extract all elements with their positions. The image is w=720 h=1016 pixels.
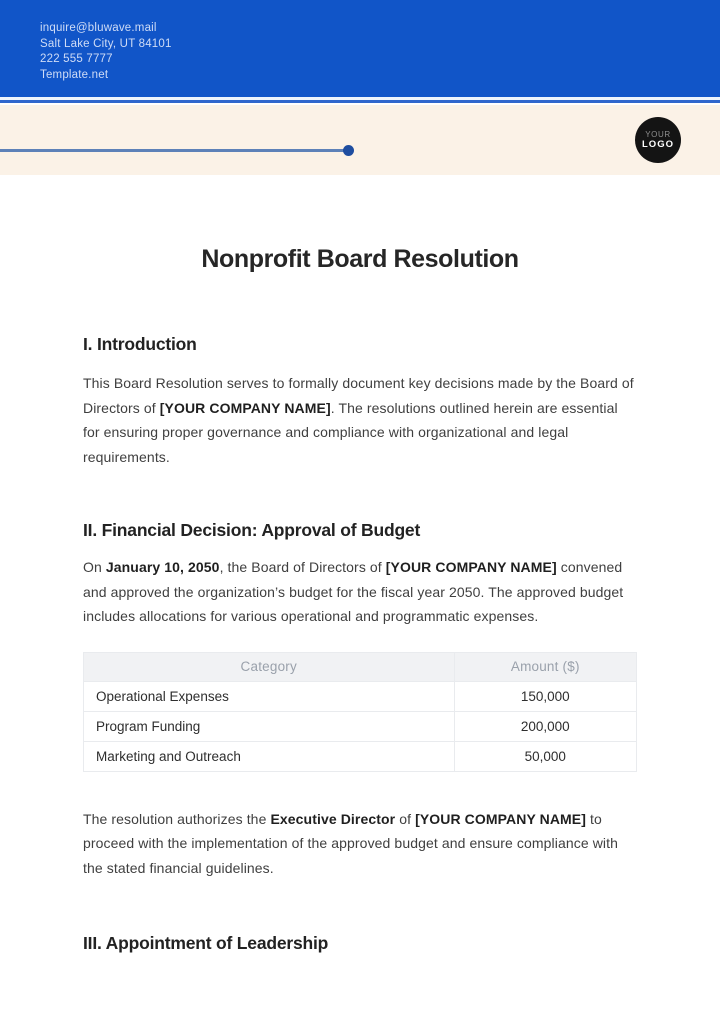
table-cell-amount: 200,000 [454,711,637,741]
letterhead [0,0,720,175]
section-heading-financial: II. Financial Decision: Approval of Budget [83,520,421,540]
table-header-amount: Amount ($) [454,652,637,681]
table-cell-category: Program Funding [84,711,455,741]
table-cell-amount: 50,000 [454,741,637,771]
contact-phone: 222 555 7777 [40,53,113,65]
authorization-paragraph: The resolution authorizes the Executive Director of [YOUR COMPANY NAME] to proceed with the implementation of the approved budget and ensure compliance with the stated financial guidelines. [83,810,618,876]
table-cell-amount: 150,000 [454,681,637,711]
intro-paragraph: This Board Resolution serves to formally document key decisions made by the Board of Directors of [YOUR COMPANY NAME]. The resolutions outlined herein are essential for ensuring proper governance and compliance with organizational and legal requirements. [83,375,634,465]
page-title: Nonprofit Board Resolution [201,245,519,273]
table-header-category: Category [84,652,455,681]
table-cell-category: Marketing and Outreach [84,741,455,771]
accent-line [0,149,346,152]
table-row [84,681,637,711]
contact-band [0,0,720,97]
company-logo [635,117,681,163]
banner-strip [0,105,720,175]
contact-email: inquire@bluwave.mail [40,22,157,34]
table-cell-category: Operational Expenses [84,681,455,711]
table-row [84,711,637,741]
contact-website: Template.net [40,68,109,81]
section-heading-introduction: I. Introduction [83,334,197,354]
logo-text-bottom: LOGO [642,139,674,150]
table-row [84,741,637,771]
section-heading-leadership: III. Appointment of Leadership [83,933,329,953]
budget-table [83,652,637,772]
table-header-row [84,652,637,681]
contact-address: Salt Lake City, UT 84101 [40,37,172,50]
financial-paragraph: On January 10, 2050, the Board of Directors of [YOUR COMPANY NAME] convened and approved the organization’s budget for the fiscal year 2050. The approved budget includes allocations for various operational and programmatic expenses. [83,559,624,624]
logo-text-top: YOUR [645,130,671,139]
document-body [0,245,720,954]
accent-dot-icon [343,145,354,156]
